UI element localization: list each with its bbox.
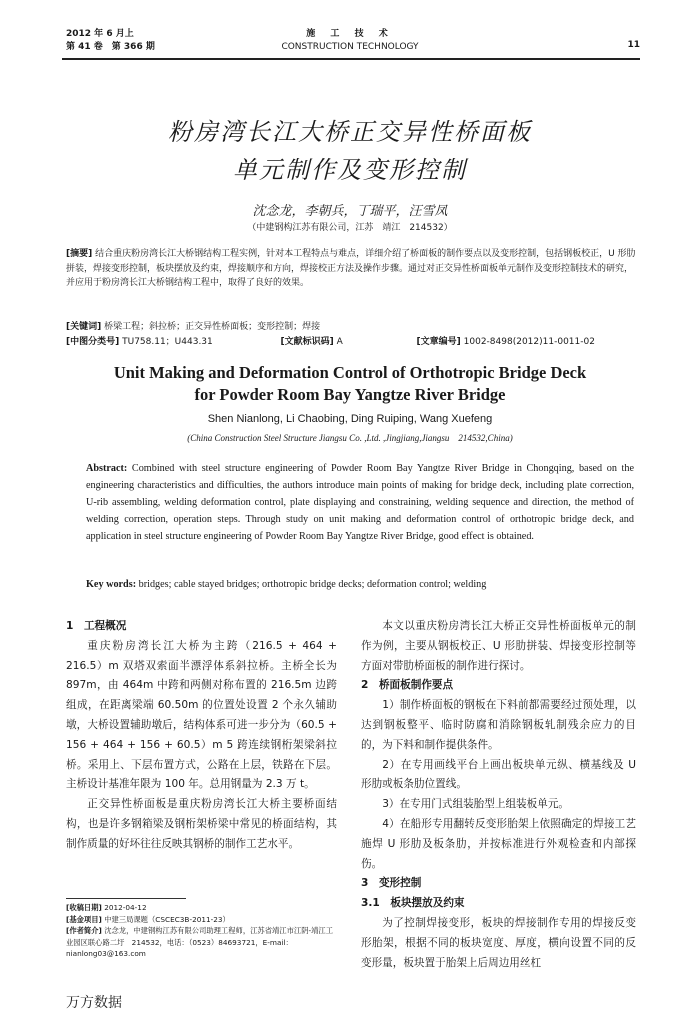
section-1-paragraph-2: 正交异性桥面板是重庆粉房湾长江大桥主要桥面结构，也是许多钢箱梁及钢桁架桥梁中常见的桥面结构，其制作质量的好坏往往反映其钢桥的制作工艺水平。 (66, 798, 337, 850)
section-2-item-3: 3）在专用门式组装胎型上组装板单元。 (382, 798, 570, 811)
footnote-rule (66, 898, 186, 899)
title-cn-line-2: 单元制作及变形控制 (233, 156, 467, 184)
abstract-cn-text: 结合重庆粉房湾长江大桥钢结构工程实例，针对本工程特点与难点，详细介绍了桥面板的制作要点以及变形控制，包括钢板校正，U 形肋拼装，焊接变形控制，板块摆放及约束，焊接顺序和方向，焊接校正方法及操作步骤。通过对正交异性桥面板单元制作及变形控制技术的研究，并应用于粉房湾长江大桥钢结构工程中，取得了良好的效果。 (66, 249, 636, 288)
footnotes (66, 902, 337, 960)
header-rule (62, 58, 640, 60)
section-1-paragraph-1: 重庆粉房湾长江大桥为主跨（216.5 + 464 + 216.5）m 双塔双索面半漂浮体系斜拉桥。主桥全长为 897m，由 464m 中跨和两侧对称布置的 216.5m 边跨组成，在距离梁端 60.50m 的位置处设置 2 个永久辅助墩，大桥设置辅助墩后，结构体系可进一步分为（60.5 + 156 + 464 + 156 + 60.5）m 5 跨连续钢桁架梁斜拉桥。采用上、下层布置方式，公路在上层，铁路在下层。主桥设计基准年限为 100 年。总用钢量为 2.3 万 t。 (66, 639, 337, 791)
section-2-item-1: 1）制作桥面板的钢板在下料前都需要经过预处理，以达到钢板整平、临时防腐和消除钢板轧制残余应力的目的，为下料和制作提供条件。 (361, 699, 636, 751)
keywords-cn-label: [关键词] (66, 322, 102, 332)
footnote-fund (66, 914, 337, 926)
section-3-1-heading: 3.1 板块摆放及约束 (361, 897, 465, 910)
section-1-heading: 1 工程概况 (66, 620, 127, 632)
issue-date: 2012 年 6 月上 (66, 29, 134, 39)
section-2-item-4: 4）在船形专用翻转反变形胎架上依照确定的焊接工艺施焊 U 形肋及板条肋，并按标准进行外观检查和内部探伤。 (361, 817, 636, 870)
affiliation-en: (China Construction Steel Structure Jiangsu Co. ,Ltd. ,Jingjiang,Jiangsu 214532,China) (187, 433, 513, 443)
title-en-line-1: Unit Making and Deformation Control of Orthotropic Bridge Deck (113, 363, 587, 382)
keywords-en-label: Key words: (86, 579, 137, 590)
keywords-en (86, 578, 634, 592)
authors-en: Shen Nianlong, Li Chaobing, Ding Ruiping, Wang Xuefeng (207, 413, 493, 425)
body-column-right (361, 617, 636, 973)
fund-value: 中建三局课题（CSCEC3B-2011-23） (104, 914, 230, 924)
title-en-line-2: for Powder Room Bay Yangtze River Bridge (194, 385, 506, 404)
author-bio-value: 沈念龙，中建钢构江苏有限公司助理工程师，江苏省靖江市江阴-靖江工业园区联心路二圩 214532，电话：（0523）84693721，E-mail：nianlong03@163.com (66, 926, 334, 958)
clc-label: [中图分类号] (66, 337, 120, 347)
volume-issue: 第 41 卷 第 366 期 (66, 42, 155, 52)
keywords-cn-text: 桥梁工程；斜拉桥；正交异性桥面板；变形控制；焊接 (104, 322, 321, 332)
abstract-en-text: Combined with steel structure engineering of Powder Room Bay Yangtze River Bridge in Chongqing, based on the engineering characteristics and difficulties, the authors introduce main points of making for bridge deck, including plate correction, U-rib assembling, welding deformation control, plate displaying and constraining, welding sequence and direction, the method of welding correction, operation steps. Through study on unit making and deformation control of orthotropic bridge deck, and application in steel structure engineering of Powder Room Bay Yangtze River Bridge, good effect is obtained. (86, 463, 634, 542)
classification-line (66, 335, 636, 350)
received-label: [收稿日期] (66, 903, 102, 912)
section-3-heading: 3 变形控制 (361, 877, 422, 890)
running-header-center (220, 28, 480, 54)
footnote-received (66, 902, 337, 914)
article-no-label: [文章编号] (416, 337, 461, 347)
journal-name-en: CONSTRUCTION TECHNOLOGY (281, 42, 419, 52)
title-cn-line-1: 粉房湾长江大桥正交异性桥面板 (168, 118, 532, 146)
body-column-left (66, 617, 337, 855)
watermark: 万方数据 (66, 995, 122, 1011)
running-header-left (66, 28, 155, 54)
doc-code-value: A (336, 337, 343, 347)
footnote-author (66, 925, 337, 960)
paper-title-en (60, 362, 640, 406)
author-bio-label: [作者简介] (66, 926, 102, 935)
authors-cn: 沈念龙，李朝兵，丁瑞平，汪雪凤 (252, 204, 448, 219)
section-3-1-paragraph: 为了控制焊接变形，板块的焊接制作专用的焊接反变形胎架，根据不同的板块宽度、厚度，横向设置不同的反变形量，板块置于胎架上后周边用丝杠 (361, 916, 636, 969)
journal-name-cn: 施 工 技 术 (306, 29, 394, 39)
paper-title-cn (60, 113, 640, 189)
keywords-cn (66, 320, 636, 335)
doc-code-label: [文献标识码] (280, 337, 334, 347)
keywords-en-text: bridges; cable stayed bridges; orthotropic bridge decks; deformation control; welding (138, 579, 487, 590)
fund-label: [基金项目] (66, 914, 102, 924)
article-no-value: 1002-8498(2012)11-0011-02 (463, 337, 595, 347)
section-2-heading: 2 桥面板制作要点 (361, 679, 454, 692)
affiliation-cn: （中建钢构江苏有限公司，江苏 靖江 214532） (247, 223, 453, 233)
abstract-cn (66, 247, 636, 291)
abstract-en-label: Abstract: (86, 463, 128, 474)
clc-value: TU758.11；U443.31 (122, 337, 213, 347)
intro-paragraph: 本文以重庆粉房湾长江大桥正交异性桥面板单元的制作为例，主要从钢板校正、U 形肋拼装、焊接变形控制等方面对带肋桥面板的制作进行探讨。 (361, 620, 636, 672)
abstract-cn-label: [摘要] (66, 249, 93, 259)
page-number: 11 (627, 40, 640, 50)
abstract-en (86, 460, 634, 545)
section-2-item-2: 2）在专用画线平台上画出板块单元纵、横基线及 U 形肋或板条肋位置线。 (361, 758, 636, 791)
received-value: 2012-04-12 (104, 903, 147, 912)
